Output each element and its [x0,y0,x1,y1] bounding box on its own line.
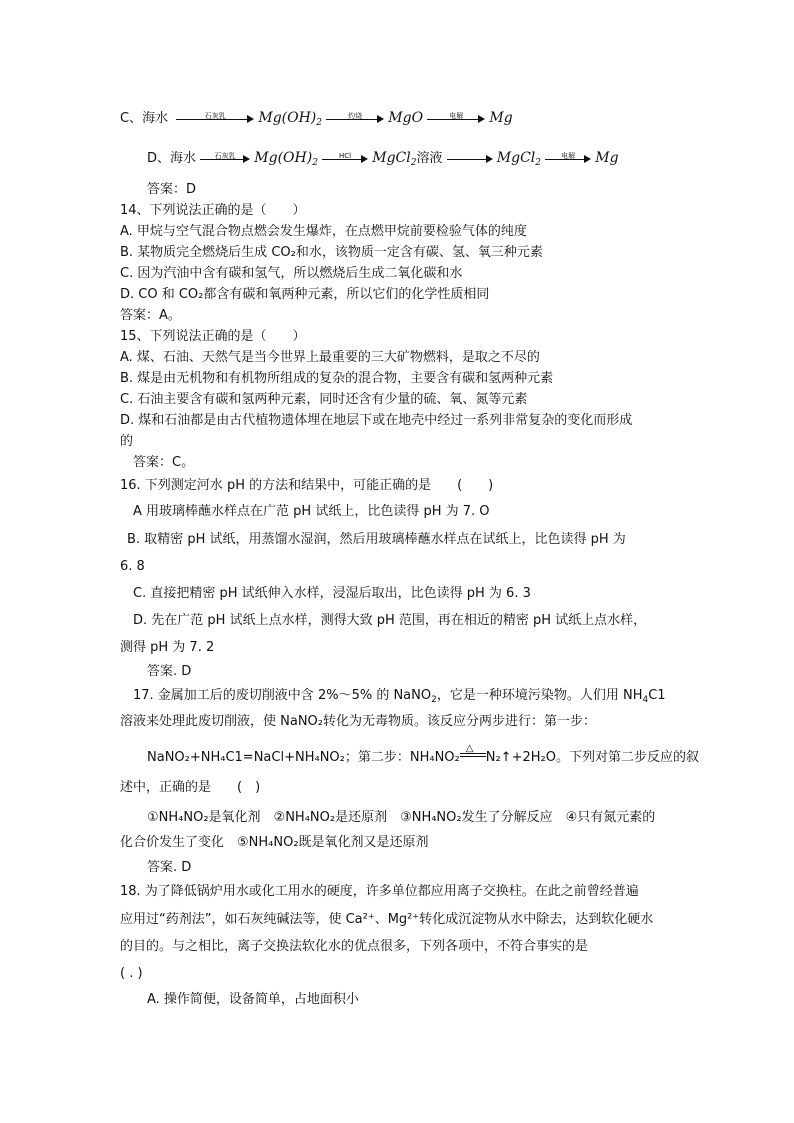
arrow-icon [447,148,493,168]
question-14: 14、下列说法正确的是（ ） [120,203,306,218]
q16-option-b: B. 取精密 pH 试纸，用蒸馏水湿润，然后用玻璃棒蘸水样点在试纸上，比色读得 pH 为 [127,532,626,547]
formula-mgoh2: $Mg(OH)_2$ [258,110,323,128]
q17-statements-cont: 化合价发生了变化 ⑤NH₄NO₂既是氧化剂又是还原剂 [120,835,429,850]
arrow-icon: HCl [322,148,368,168]
q15-option-a: A. 煤、石油、天然气是当今世界上最重要的三大矿物燃料，是取之不尽的 [120,350,540,365]
q16-option-c: C. 直接把精密 pH 试纸伸入水样，浸湿后取出，比色读得 pH 为 6. 3 [133,586,531,601]
question-17: 17. 金属加工后的废切削液中含 2%～5% 的 NaNO$_2$，它是一种环境污染物。人们用 $NH_4C1$ [133,688,666,705]
q17-statements: ①NH₄NO₂是氧化剂 ②NH₄NO₂是还原剂 ③NH₄NO₂发生了分解反应 ④只有氮元素的 [147,810,656,825]
solution-text: 溶液 [416,151,443,166]
option-d-route [147,148,619,173]
answer-17: 答案. D [147,860,192,875]
q16-option-d: D. 先在广范 pH 试纸上点水样，测得大致 pH 范围，再在相近的精密 pH 试纸上点水样， [133,613,647,628]
answer-16: 答案. D [147,664,192,679]
q15-option-b: B. 煤是由无机物和有机物所组成的复杂的混合物，主要含有碳和氢两种元素 [120,371,554,386]
formula-mgo: MgO [388,110,424,126]
option-c-route [120,108,513,133]
q17-line-2: 溶液来处理此废切削液，使 NaNO₂转化为无毒物质。该反应分两步进行：第一步： [120,714,596,729]
arrow-icon: 电解 [545,148,591,168]
option-d-prefix: D、海水 [147,151,197,166]
q18-line-3: 的目的。与之相比，离子交换法软化水的优点很多，下列各项中，不符合事实的是 [120,939,589,954]
q18-option-a: A. 操作简便，设备简单，占地面积小 [147,992,359,1007]
arrow-icon: 灼烧 [326,108,384,128]
question-18: 18. 为了降低锅炉用水或化工用水的硬度，许多单位都应用离子交换柱。在此之前曾经普遍 [120,884,639,899]
q14-option-b: B. 某物质完全燃烧后生成 CO₂和水，该物质一定含有碳、氢、氧三种元素 [120,245,543,260]
q15-option-d-cont: 的 [120,434,134,449]
q16-option-a: A 用玻璃棒蘸水样点在广范 pH 试纸上，比色读得 pH 为 7. O [133,504,490,519]
answer-13: 答案：D [147,182,197,197]
formula-mgcl2: MgCl$_2$ [496,150,541,168]
q15-option-d: D. 煤和石油都是由古代植物遗体埋在地层下或在地壳中经过一系列非常复杂的变化而形成 [120,413,633,428]
arrow-icon: 电解 [427,108,485,128]
heat-condition-icon: △ [460,748,486,768]
answer-14: 答案：A。 [120,308,181,323]
q18-line-4: ( . ) [120,966,143,981]
arrow-icon: 石灰乳 [200,148,250,168]
option-c-prefix: C、海水 [120,111,169,126]
q15-option-c: C. 石油主要含有碳和氢两种元素，同时还含有少量的硫、氧、氮等元素 [120,392,528,407]
q14-option-c: C. 因为汽油中含有碳和氢气，所以燃烧后生成二氧化碳和水 [120,266,463,281]
q14-option-d: D. CO 和 CO₂都含有碳和氧两种元素，所以它们的化学性质相同 [120,287,490,302]
arrow-icon: 石灰乳 [176,108,254,128]
q16-option-b-cont: 6. 8 [120,559,145,574]
answer-15: 答案：C。 [133,455,195,470]
formula-mgcl2: MgCl$_2$ [372,150,417,168]
q17-reaction: NaNO₂+NH₄C1=NaCl+NH₄NO₂；第二步：NH₄NO₂ △ N₂↑+2H₂O。下列对第二步反应的叙 [147,748,699,768]
q17-line-4: 述中，正确的是 ( ) [120,780,261,795]
question-16: 16. 下列测定河水 pH 的方法和结果中，可能正确的是 ( ) [120,478,494,493]
q16-option-d-cont: 测得 pH 为 7. 2 [120,640,215,655]
q18-line-2: 应用过“药剂法”，如石灰纯碱法等，使 Ca²⁺、Mg²⁺转化成沉淀物从水中除去，达到软化硬水 [120,912,654,927]
q14-option-a: A. 甲烷与空气混合物点燃会发生爆炸，在点燃甲烷前要检验气体的纯度 [120,224,527,239]
question-15: 15、下列说法正确的是（ ） [120,329,306,344]
formula-mg: Mg [595,150,619,166]
formula-mg: Mg [489,110,513,126]
formula-mgoh2: $Mg(OH)_2$ [254,150,318,168]
